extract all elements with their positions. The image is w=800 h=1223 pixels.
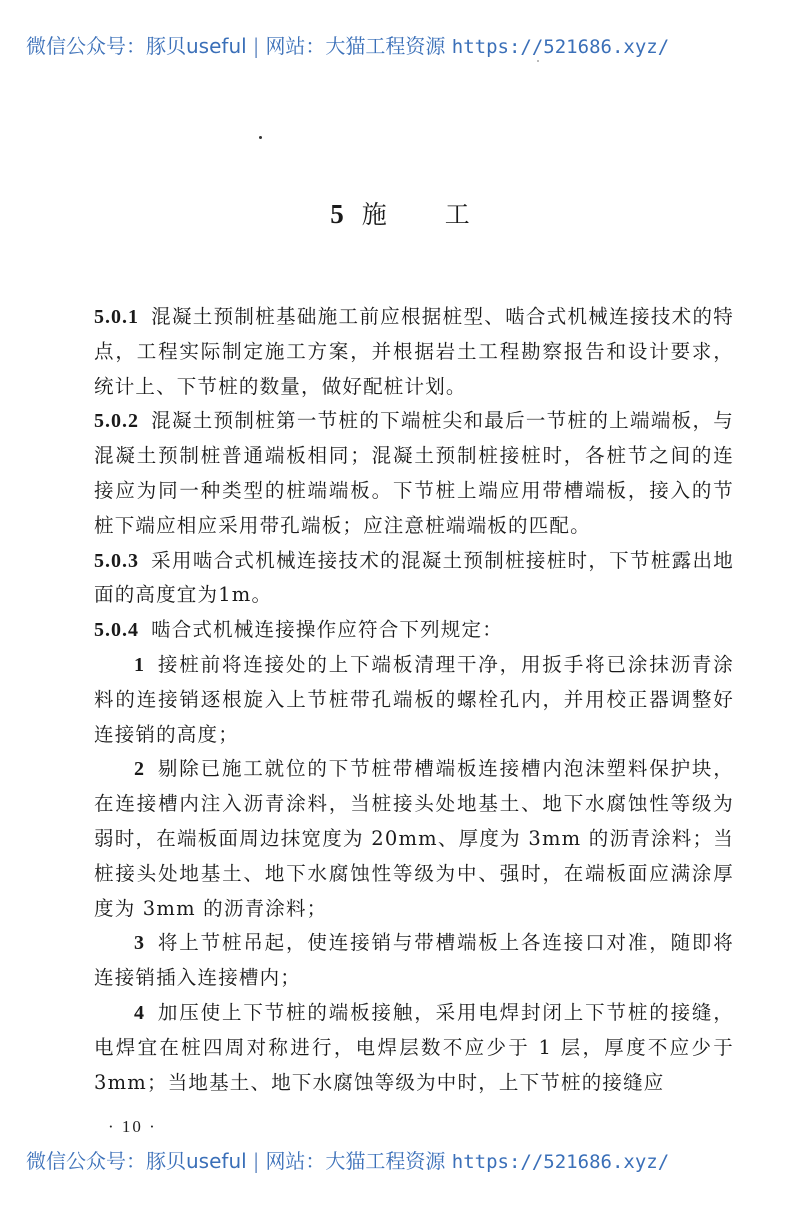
clause-text: 采用啮合式机械连接技术的混凝土预制桩接桩时，下节桩露出地面的高度宜为1m。 — [94, 548, 734, 607]
item-text: 接桩前将连接处的上下端板清理干净，用扳手将已涂抹沥青涂料的连接销逐根旋入上节桩带孔端板的螺栓孔内，并用校正器调整好连接销的高度； — [94, 652, 734, 746]
watermark-site-label: 网站：大猫工程资源 — [265, 1149, 446, 1173]
clause-5-0-4 — [94, 613, 734, 648]
item-number: 2 — [134, 758, 146, 781]
scan-dot-artifact — [259, 136, 262, 139]
watermark-url: https://521686.xyz/ — [451, 1151, 670, 1173]
watermark-url: https://521686.xyz/ — [451, 36, 670, 58]
clause-number: 5.0.4 — [94, 619, 139, 642]
item-number: 4 — [134, 1001, 146, 1024]
clause-number: 5.0.2 — [94, 410, 139, 433]
clause-text: 混凝土预制桩基础施工前应根据桩型、啮合式机械连接技术的特点，工程实际制定施工方案，并根据岩土工程勘察报告和设计要求，统计上、下节桩的数量，做好配桩计划。 — [94, 305, 734, 398]
watermark-header — [26, 30, 669, 59]
watermark-footer — [26, 1145, 669, 1174]
chapter-title-part1: 施 — [361, 200, 387, 229]
page-number: · 10 · — [108, 1117, 157, 1136]
chapter-number: 5 — [330, 199, 344, 229]
chapter-title — [0, 195, 800, 231]
document-body — [94, 300, 734, 1100]
chapter-title-part2: 工 — [444, 200, 470, 229]
item-text: 将上节桩吊起，使连接销与带槽端板上各连接口对准，随即将连接销插入连接槽内； — [94, 931, 734, 990]
item-text: 加压使上下节桩的端板接触，采用电焊封闭上下节桩的接缝，电焊宜在桩四周对称进行，电焊层数不应少于 1 层，厚度不应少于 3mm；当地基土、地下水腐蚀等级为中时，上下节桩的接缝应 — [94, 1000, 734, 1094]
clause-5-0-3 — [94, 544, 734, 614]
watermark-wechat-label: 微信公众号：豚贝useful — [26, 34, 247, 58]
list-item-1 — [94, 648, 734, 752]
watermark-separator: | — [252, 34, 260, 58]
watermark-separator: | — [252, 1149, 260, 1173]
item-number: 1 — [134, 653, 146, 676]
scan-artifact — [537, 60, 539, 62]
list-item-3 — [94, 926, 734, 996]
watermark-site-label: 网站：大猫工程资源 — [265, 34, 446, 58]
clause-number: 5.0.3 — [94, 549, 139, 572]
watermark-wechat-label: 微信公众号：豚贝useful — [26, 1149, 247, 1173]
clause-text: 啮合式机械连接操作应符合下列规定： — [151, 618, 503, 642]
item-number: 3 — [134, 932, 146, 955]
list-item-4 — [94, 996, 734, 1100]
clause-5-0-2 — [94, 404, 734, 543]
clause-5-0-1 — [94, 300, 734, 404]
clause-number: 5.0.1 — [94, 306, 139, 328]
item-text: 剔除已施工就位的下节桩带槽端板连接槽内泡沫塑料保护块，在连接槽内注入沥青涂料，当桩接头处地基土、地下水腐蚀性等级为弱时，在端板面周边抹宽度为 20mm、厚度为 3mm 的沥青涂料；当桩接头处地基土、地下水腐蚀性等级为中、强时，在端板面应满涂厚度为 3mm 的沥青涂料； — [94, 757, 734, 920]
clause-text: 混凝土预制桩第一节桩的下端桩尖和最后一节桩的上端端板，与混凝土预制桩普通端板相同；混凝土预制桩接桩时，各桩节之间的连接应为同一种类型的桩端端板。下节桩上端应用带槽端板，接入的节桩下端应相应采用带孔端板；应注意桩端端板的匹配。 — [94, 409, 734, 537]
list-item-2 — [94, 752, 734, 926]
